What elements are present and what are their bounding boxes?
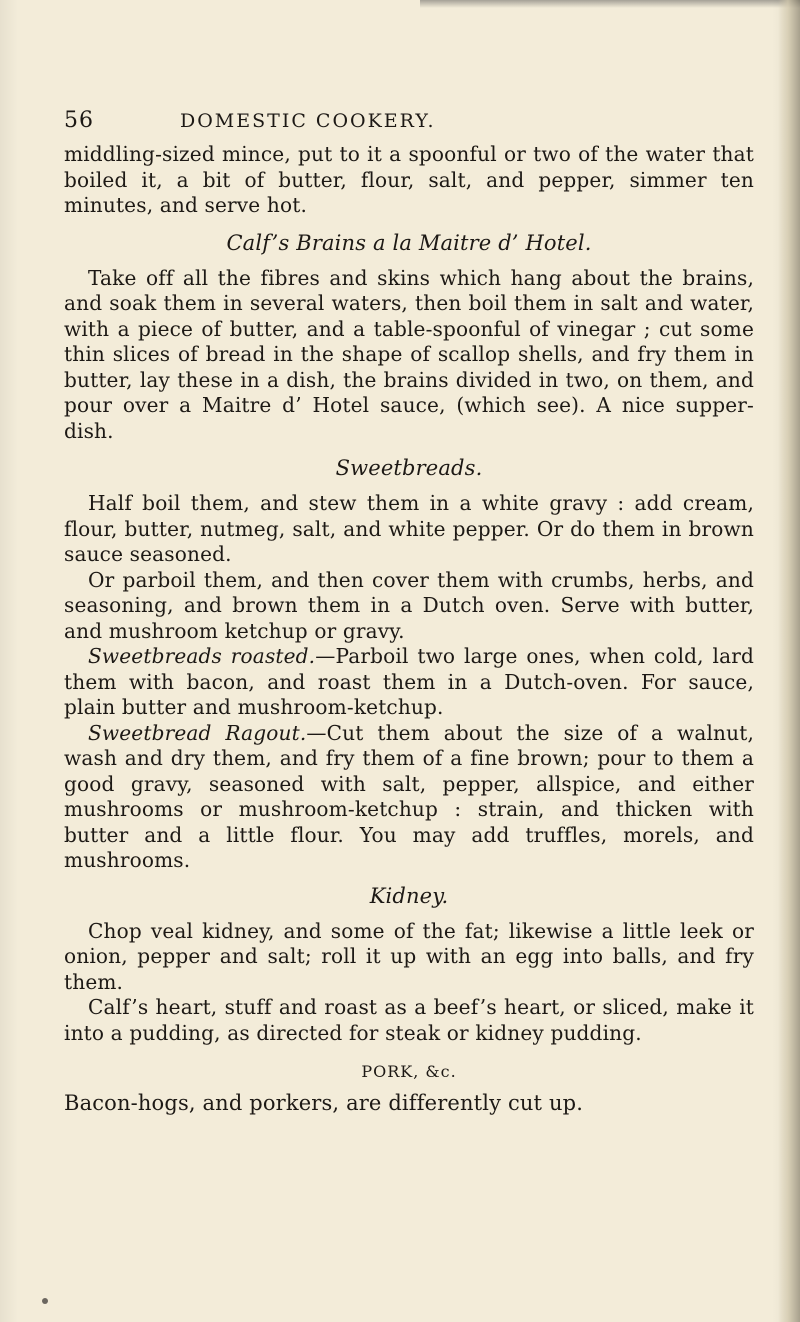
sweetbreads-paragraph-2: Or parboil them, and then cover them with crumbs, herbs, and seasoning, and brown them in a Dutch oven. Serve with butter, and mushroom ketchup or gravy. — [64, 567, 754, 643]
sweetbread-ragout-paragraph — [64, 721, 754, 874]
page-body — [64, 142, 754, 1117]
pork-line: Bacon-hogs, and porkers, are differently cut up. — [64, 1091, 584, 1115]
calfs-brains-title: Calf’s Brains a la Maitre d’ Hotel. — [226, 230, 592, 255]
opening-paragraph: middling-sized mince, put to it a spoonful or two of the water that boiled it, a bit of butter, flour, salt, and pepper, simmer ten minutes, and serve hot. — [64, 142, 754, 217]
pork-heading: PORK, &c. — [361, 1062, 457, 1081]
sweetbreads-title: Sweetbreads. — [335, 456, 483, 480]
page-number: 56 — [64, 108, 94, 133]
kidney-paragraph-1: Chop veal kidney, and some of the fat; likewise a little leek or onion, pepper and salt; roll it up with an egg into balls, and fry them. — [64, 918, 754, 994]
sweetbread-ragout-title: Sweetbread Ragout. — [88, 720, 307, 745]
sweetbreads-roasted-paragraph — [64, 644, 754, 721]
sweetbread-ragout-text: —Cut them about the size of a walnut, wash and dry them, and fry them of a fine brown; pour to them a good gravy, seasoned with salt, pepper, allspice, and either mushrooms or mushroom-ketchup : strain, and thicken with butter and a little flour. You may add truffles, morels, and mushrooms. — [64, 720, 755, 872]
printing-mark — [42, 1298, 48, 1304]
calfs-brains-paragraph: Take off all the fibres and skins which hang about the brains, and soak them in several waters, then boil them in salt and water, with a piece of butter, and a table-spoonful of vinegar ; cut some thin slices of bread in the shape of scallop shells, and fry them in butter, lay these in a dish, the brains divided in two, on them, and pour over a Maitre d’ Hotel sauce, (which see). A nice supper-dish. — [64, 265, 754, 443]
kidney-paragraph-2: Calf’s heart, stuff and roast as a beef’s heart, or sliced, make it into a pudding, as directed for steak or kidney pudding. — [64, 995, 754, 1045]
sweetbreads-roasted-title: Sweetbreads roasted. — [88, 644, 316, 668]
kidney-title: Kidney. — [369, 883, 449, 908]
right-page-edge — [778, 0, 800, 1322]
sweetbreads-paragraph-1: Half boil them, and stew them in a white gravy : add cream, flour, butter, nutmeg, salt, and white pepper. Or do them in brown sauce seasoned. — [64, 491, 754, 566]
sweetbreads-roasted-text: —Parboil two large ones, when cold, lard them with bacon, and roast them in a Dutch-oven. For sauce, plain butter and mushroom-ketchup. — [64, 644, 754, 719]
top-page-shadow — [420, 0, 800, 8]
running-head: DOMESTIC COOKERY. — [180, 110, 436, 132]
page-header — [64, 108, 744, 136]
